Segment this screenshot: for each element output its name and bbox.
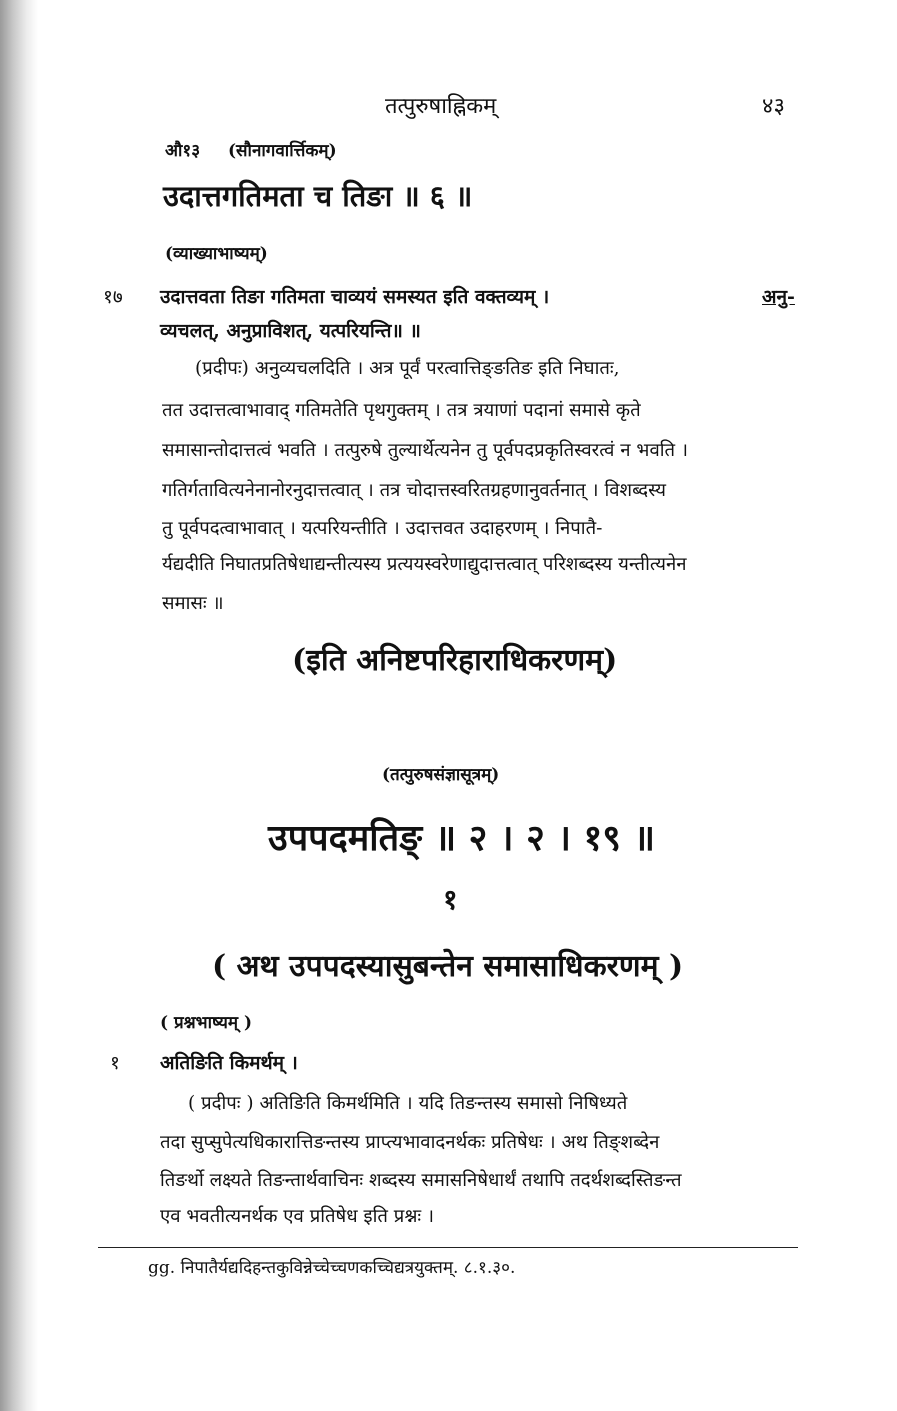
paragraph-number: १७ — [103, 286, 123, 308]
pradipa-line: गतिर्गतावित्यनेनानोरनुदात्तत्वात् । तत्र चोदात्तस्वरितग्रहणानुवर्तनात् । विशब्दस्य — [162, 480, 667, 501]
paragraph-number: १ — [110, 1052, 120, 1074]
pradipa-line: तत उदात्तत्वाभावाद् गतिमतेति पृथगुक्तम् । तत्र त्रयाणां पदानां समासे कृते — [162, 400, 641, 421]
scan-edge-shadow — [0, 0, 38, 1411]
footnote-rule — [98, 1247, 798, 1248]
pradipa-line: र्यद्यदीति निघातप्रतिषेधाद्यन्तीत्यस्य प्रत्ययस्वरेणाद्युदात्तत्वात् परिशब्दस्य यन्तीत्यनेन — [162, 554, 687, 575]
bhashya-label: ( प्रश्नभाष्यम् ) — [160, 1013, 253, 1033]
sutra-heading: उदात्तगतिमता च तिङा ॥ ६ ॥ — [163, 179, 473, 213]
source-label: (तत्पुरुषसंज्ञासूत्रम्) — [382, 765, 500, 785]
pradipa-line: (प्रदीपः) अनुव्यचलदिति । अत्र पूर्वं परत्वात्तिङ्ङतिङ इति निघातः, — [195, 358, 620, 379]
sutra-heading: उपपदमतिङ् ॥ २ । २ । १९ ॥ — [268, 817, 656, 859]
page-number: ४३ — [762, 94, 785, 119]
footnote: gg. निपातैर्यद्यदिहन्तकुविन्नेच्चेच्चणकच्चिद्यत्रयुक्तम्. ८.१.३०. — [148, 1258, 516, 1278]
pradipa-line: एव भवतीत्यनर्थक एव प्रतिषेध इति प्रश्नः । — [160, 1206, 435, 1227]
pradipa-line: समासः ॥ — [162, 593, 224, 614]
bhashya-line-end: अनु- — [762, 286, 795, 308]
pradipa-line: तदा सुप्सुपेत्यधिकारात्तिङन्तस्य प्राप्त्यभावादनर्थकः प्रतिषेधः । अथ तिङ्शब्देन — [160, 1132, 660, 1153]
question-line: अतिङिति किमर्थम् । — [160, 1052, 298, 1074]
reference-mark: औ१३ — [165, 141, 201, 161]
closing-heading: (इति अनिष्टपरिहाराधिकरणम्) — [292, 643, 618, 678]
pradipa-line: समासान्तोदात्तत्वं भवति । तत्पुरुषे तुल्यार्थेत्यनेन तु पूर्वपदप्रकृतिस्वरत्वं न भवति । — [162, 440, 688, 461]
running-title: तत्पुरुषाह्निकम् — [385, 94, 497, 119]
bhashya-line: उदात्तवता तिङा गतिमता चाव्ययं समस्यत इति वक्तव्यम् । — [160, 286, 550, 308]
pradipa-line: ( प्रदीपः ) अतिङिति किमर्थमिति । यदि तिङन्तस्य समासो निषिध्यते — [188, 1093, 628, 1114]
source-label: (सौनागवार्त्तिकम्) — [228, 141, 337, 161]
bhashya-line: व्यचलत्, अनुप्राविशत्, यत्परियन्ति॥ ॥ — [160, 320, 421, 342]
section-number: १ — [443, 883, 458, 916]
bhashya-label: (व्याख्याभाष्यम्) — [165, 244, 268, 264]
section-heading: ( अथ उपपदस्यासुबन्तेन समासाधिकरणम् ) — [212, 949, 684, 984]
pradipa-line: तु पूर्वपदत्वाभावात् । यत्परियन्तीति । उदात्तवत उदाहरणम् । निपातै- — [162, 518, 603, 539]
pradipa-line: तिङर्थो लक्ष्यते तिङन्तार्थवाचिनः शब्दस्य समासनिषेधार्थं तथापि तदर्थशब्दस्तिङन्त — [160, 1170, 682, 1191]
